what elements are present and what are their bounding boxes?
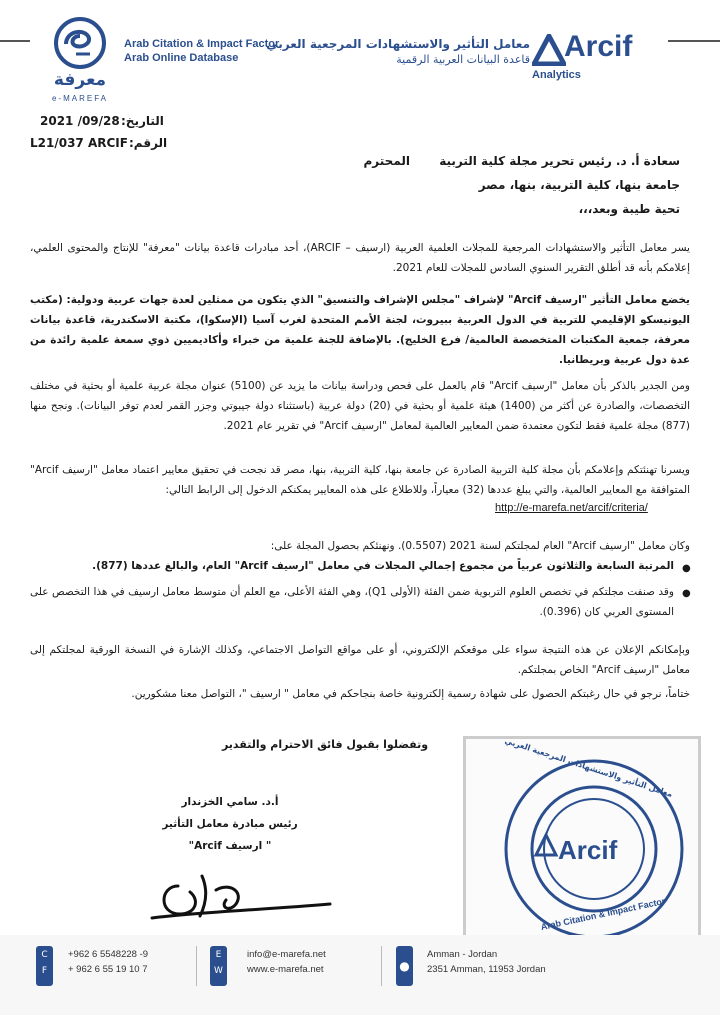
footer-separator-1 — [196, 946, 197, 986]
ref-value: L21/037 ARCIF — [30, 136, 128, 150]
header-rule-left — [0, 40, 30, 42]
paragraph-announce: وبإمكانكم الإعلان عن هذه النتيجة سواء على موقعكم الإلكتروني، أو على مواقع التواصل الاجتماعي، وكذلك الإشارة في النسخة الورقية لمجلتكم إلى معامل "ارسيف Arcif" الخاص بمجلتكم. — [30, 644, 690, 676]
phone-icon: C F — [36, 946, 53, 986]
ref-label: الرقم: — [129, 136, 168, 150]
closing-line: وتفضلوا بقبول فائق الاحترام والتقدير — [221, 738, 429, 751]
paragraph-certificate: ختاماً، نرجو في حال رغبتكم الحصول على شهادة رسمية إلكترونية خاصة بنجاحكم في معامل " ارسيف "، التواصل معنا مشكورين. — [131, 688, 690, 700]
arcif-logo — [532, 30, 668, 84]
paragraph-statistics: ومن الجدير بالذكر بأن معامل "ارسيف Arcif" قام بالعمل على فحص ودراسة بيانات ما يزيد عن (5100) عنوان مجلة عربية علمية أو بحثية في مختلف التخصصات، والصادرة عن أكثر من (1400) هيئة علمية أو بحثية في (20) دولة عربية (باستثناء دولة جيبوتي وجزر القمر لعدم توفر البيانات). ونجح منها (877) مجلة علمية فقط لتكون معتمدة ضمن المعايير العالمية لمعامل "ارسيف Arcif" في تقرير عام 2021. — [30, 380, 690, 432]
footer-separator-2 — [381, 946, 382, 986]
header-title-ar: معامل التأثير والاستشهادات المرجعية العربي — [266, 37, 530, 51]
date-value: 2021 /09/28 — [40, 114, 120, 128]
footer-email[interactable]: info@e-marefa.net — [247, 949, 326, 960]
bullet2-dot: ● — [682, 588, 691, 599]
footer-phone2: + 962 6 55 19 10 7 — [68, 964, 148, 975]
stamp-ring-en: Arab Citation & Impact Factor — [539, 895, 667, 933]
emarefa-logo — [36, 14, 124, 104]
footer-address1: Amman - Jordan — [427, 949, 498, 960]
paragraph-intro: يسر معامل التأثير والاستشهادات المرجعية للمجلات العلمية العربية (ارسيف – ARCIF)، أحد مبادرات قاعدة بيانات "معرفة" للإنتاج والمحتوى العلمي، إعلامكم بأنه قد أطلق التقرير السنوي السادس للمجلات للعام 2021. — [30, 242, 690, 274]
addressee-title-suffix: المحترم — [363, 154, 410, 168]
stamp-ring-ar: معامل التأثير والاستشهادات المرجعية العربي — [503, 736, 674, 799]
bullet1-dot: ● — [682, 563, 691, 574]
arcif-logo-sub: Analytics — [532, 69, 581, 81]
header-rule-right — [668, 40, 720, 42]
emarefa-mark-icon — [36, 14, 124, 72]
header-subtitle-ar: قاعدة البيانات العربية الرقمية — [396, 53, 530, 66]
handwritten-signature-icon — [140, 856, 340, 926]
footer-phone1: +962 6 5548228 -9 — [68, 949, 149, 960]
signatory-title: رئيس مبادرة معامل التأثير — [162, 818, 298, 830]
emarefa-logo-ar: معرفة — [53, 70, 107, 90]
addressee-line2: جامعة بنها، كلية التربية، بنها، مصر — [478, 178, 680, 192]
header-subtitle-en: Arab Online Database — [124, 52, 239, 64]
footer-website[interactable]: www.e-marefa.net — [247, 964, 324, 975]
location-pin-icon: ● — [396, 946, 413, 986]
emarefa-logo-en: e-MAREFA — [51, 94, 108, 103]
arcif-logo-name: Arcif — [564, 30, 633, 63]
addressee-line1: سعادة أ. د. رئيس تحرير مجلة كلية التربية — [439, 154, 680, 168]
bullet-category: وقد صنفت مجلتكم في تخصص العلوم التربوية ضمن الفئة (الأولى Q1)، وهي الفئة الأعلى، مع العلم أن متوسط معامل ارسيف في هذا التخصص على المستوى العربي كان (0.396). — [30, 586, 675, 618]
addressee-greeting: تحية طيبة وبعد،،، — [578, 202, 680, 216]
signatory-org: " ارسيف Arcif" — [188, 840, 272, 852]
signatory-name: أ.د. سامي الخزندار — [181, 796, 279, 808]
paragraph-congrats: ويسرنا تهنئتكم وإعلامكم بأن مجلة كلية التربية الصادرة عن جامعة بنها، كلية التربية، بنها، مصر قد نجحت في تحقيق معايير اعتماد معامل "ارسيف Arcif" المتوافقة مع المعايير العالمية، والتي يبلغ عددها (32) معياراً، وللاطلاع على هذه المعايير يمكنكم الدخول إلى الرابط التالي: — [30, 464, 690, 496]
email-icon: E W — [210, 946, 227, 986]
arcif-triangle-icon — [532, 34, 566, 66]
date-label: التاريخ: — [121, 114, 164, 128]
header-title-en: Arab Citation & Impact Factor — [124, 38, 280, 50]
paragraph-score: وكان معامل "ارسيف Arcif" العام لمجلتكم لسنة 2021 (0.5507). ونهنئكم بحصول المجلة على: — [270, 540, 690, 552]
criteria-link[interactable]: http://e-marefa.net/arcif/criteria/ — [495, 502, 648, 514]
stamp-center-text: Arcif — [558, 835, 618, 865]
bullet-rank: المرتبة السابعة والثلاثون عربياً من مجموع إجمالي المجلات في معامل "ارسيف Arcif" العام، والبالغ عددها (877). — [92, 560, 674, 572]
paragraph-supervision: يخضع معامل التأثير "ارسيف Arcif" لإشراف "مجلس الإشراف والتنسيق" الذي يتكون من ممثلين لعدة جهات عربية ودولية: (مكتب اليونيسكو الإقليمي للتربية في الدول العربية ببيروت، لجنة الأمم المتحدة لغرب آسيا (الإسكوا)، مكتبة الاسكندرية، قاعدة بيانات معرفة، جمعية المكتبات المتخصصة العالمية/ فرع الخليج). بالإضافة للجنة علمية من خبراء وأكاديميين ذوي سمعة علمية رائدة من عدة دول عربية وبريطانيا. — [30, 294, 690, 366]
footer-address2: 2351 Amman, 11953 Jordan — [427, 964, 546, 975]
official-stamp — [463, 736, 701, 950]
